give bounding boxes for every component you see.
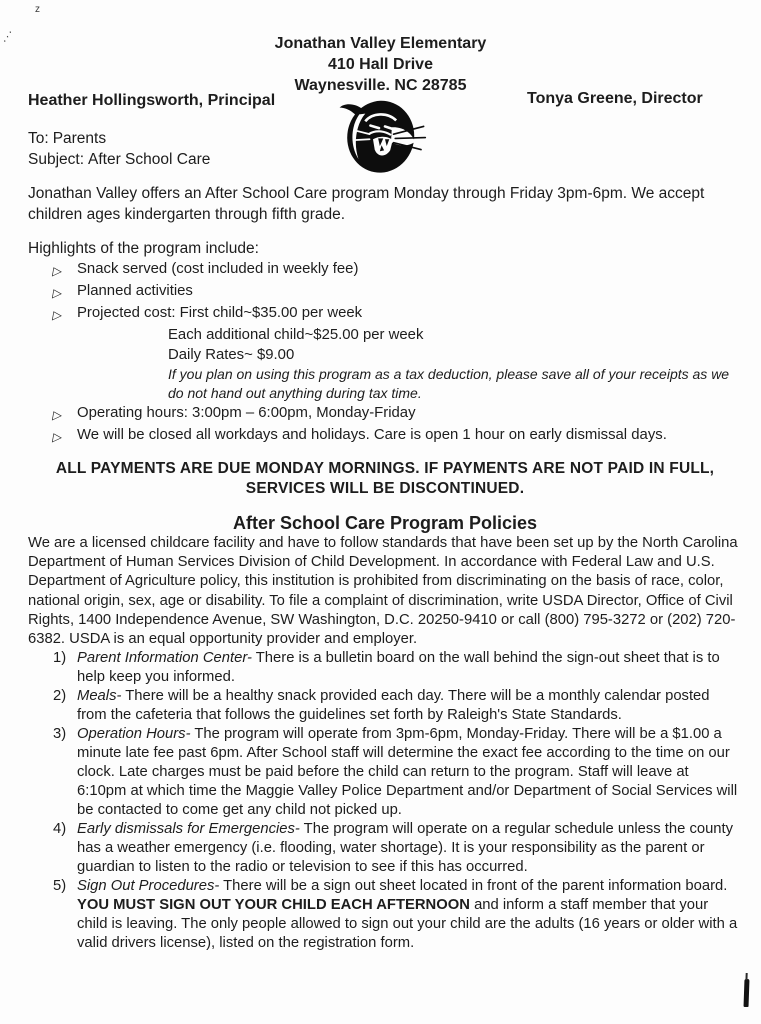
policy-item-lead: Sign Out Procedures- (77, 878, 220, 895)
school-name: Jonathan Valley Elementary (274, 35, 487, 52)
cost-subline-additional-child: Each additional child~$25.00 per week (168, 327, 424, 343)
memo-fields (28, 128, 210, 170)
policy-item-text: There will be a healthy snack provided each day. There will be a monthly calendar posted from the cafeteria that follows the guidelines set forth by Raleigh's State Standards. (77, 688, 710, 724)
bullet-text: Snack served (cost included in weekly fee) (77, 261, 359, 277)
cost-subline-daily-rate: Daily Rates~ $9.00 (168, 347, 295, 363)
scan-artifact-pen-stroke (744, 979, 750, 1007)
policy-item-body (77, 725, 742, 820)
policy-item-operation-hours (28, 725, 742, 820)
policy-item-number: 4) (53, 821, 67, 838)
school-city: Waynesville. NC 28785 (294, 77, 467, 94)
bullet-item-snack (28, 259, 742, 281)
bullet-text: Operating hours: 3:00pm – 6:00pm, Monday-Friday (77, 405, 416, 421)
payments-due-notice (28, 459, 742, 498)
policy-item-number: 3) (53, 726, 67, 743)
policy-item-bold-warning: YOU MUST SIGN OUT YOUR CHILD EACH AFTERNOON (77, 897, 470, 914)
policy-item-text-continued: and inform a staff member that your child is leaving. The only people allowed to sign out your child are the adults (16 years or older with a valid drivers license), listed on the registration form. (77, 897, 738, 952)
arrow-bullet-icon: ▷ (51, 286, 64, 300)
memo-subject-line (28, 149, 210, 170)
policy-item-parent-information (28, 649, 742, 687)
director-name: Tonya Greene, Director (527, 90, 703, 107)
principal-name: Heather Hollingsworth, Principal (28, 92, 276, 109)
policy-item-sign-out (28, 877, 742, 953)
policy-item-body (77, 687, 742, 725)
arrow-bullet-icon: ▷ (51, 264, 64, 278)
arrow-bullet-icon: ▷ (51, 408, 64, 422)
bullet-text: Projected cost: First child~$35.00 per week (77, 305, 363, 321)
policy-item-meals (28, 687, 742, 725)
policy-item-number: 5) (53, 878, 67, 895)
letter-body (28, 183, 742, 953)
scan-artifact-squiggle: ⋰ (0, 29, 15, 45)
bullet-item-activities (28, 281, 742, 303)
arrow-bullet-icon: ▷ (51, 430, 64, 444)
memo-to-line (28, 128, 210, 149)
policy-item-text: There is a bulletin board on the wall behind the sign-out sheet that is to help keep you informed. (77, 650, 720, 686)
scan-artifact-mark: z (35, 4, 40, 15)
payments-notice-line1: ALL PAYMENTS ARE DUE MONDAY MORNINGS. IF PAYMENTS ARE NOT PAID IN FULL, (55, 460, 715, 477)
subject-value: After School Care (88, 151, 211, 168)
policy-item-text: The program will operate on a regular schedule unless the county has a weather emergency (i.e. flooding, water shortage). It is your responsibility as the parent or guardian to listen to the radio or television to see if this has occurred. (77, 821, 734, 876)
policy-item-body (77, 877, 742, 953)
panther-mascot-icon (331, 90, 427, 180)
letterhead (0, 33, 761, 96)
policy-item-number: 2) (53, 688, 67, 705)
policy-item-body (77, 649, 742, 687)
policies-heading: After School Care Program Policies (232, 513, 538, 533)
to-label: To: (28, 130, 49, 147)
bullet-text: Planned activities (77, 283, 193, 299)
tax-deduction-note: If you plan on using this program as a tax deduction, please save all of your receipts as we do not hand out anything during tax time. (168, 366, 730, 401)
payments-notice-line2: SERVICES WILL BE DISCONTINUED. (245, 479, 525, 497)
policy-item-early-dismissals (28, 820, 742, 877)
policy-item-text: There will be a sign out sheet located in front of the parent information board. (219, 878, 728, 895)
bullet-item-hours (28, 403, 742, 425)
bullet-text: We will be closed all workdays and holidays. Care is open 1 hour on early dismissal days. (77, 427, 667, 443)
policy-item-lead: Parent Information Center- (77, 650, 252, 667)
policy-item-number: 1) (53, 650, 67, 667)
subject-label: Subject: (28, 151, 85, 168)
policy-item-text: The program will operate from 3pm-6pm, Monday-Friday. There will be a $1.00 a minute late fee past 6pm. After School staff will determine the exact fee according to the time on our clock. Late charges must be paid before the child can return to the program. Staff will leave at 6:10pm at which time the Maggie Valley Police Department and/or Department of Social Services will be contacted to come get any child not picked up. (77, 726, 738, 819)
intro-paragraph: Jonathan Valley offers an After School Care program Monday through Friday 3pm-6pm. We accept children ages kindergarten through fifth grade. (28, 185, 705, 223)
bullet-item-cost (28, 303, 742, 325)
policy-item-lead: Early dismissals for Emergencies- (77, 821, 300, 838)
to-value: Parents (52, 130, 107, 147)
policies-intro-paragraph: We are a licensed childcare facility and have to follow standards that have been set up by the North Carolina Department of Human Services Division of Child Development. In accordance with Federal Law and U.S. Department of Agriculture policy, this institution is prohibited from discriminating on the basis of race, color, national origin, sex, age or disability. To file a complaint of discrimination, write USDA Director, Office of Civil Rights, 1400 Independence Avenue, SW Washington, D.C. 20250-9410 or call (800) 795-3272 or (202) 720-6382. USDA is an equal opportunity provider and employer. (28, 535, 738, 648)
school-address: 410 Hall Drive (328, 56, 433, 73)
arrow-bullet-icon: ▷ (51, 308, 64, 322)
highlights-heading: Highlights of the program include: (28, 240, 259, 257)
policy-item-body (77, 820, 742, 877)
bullet-item-closed-days (28, 425, 742, 447)
policy-item-lead: Operation Hours- (77, 726, 191, 743)
policy-item-lead: Meals- (77, 688, 122, 705)
